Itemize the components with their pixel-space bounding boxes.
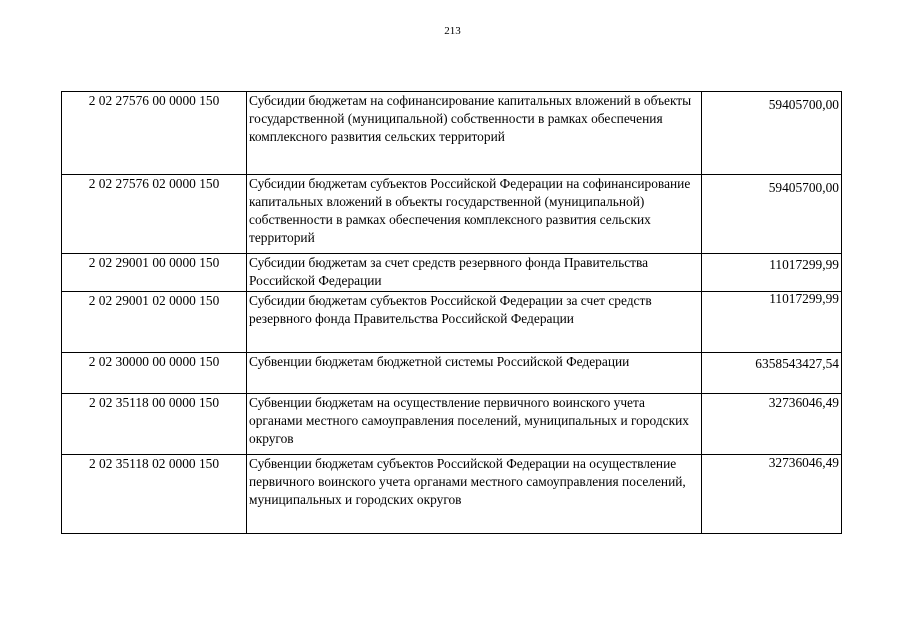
table-row [62, 353, 842, 394]
amount-value: 32736046,49 [768, 395, 839, 410]
amount-value: 59405700,00 [768, 97, 839, 112]
budget-code-cell: 2 02 27576 00 0000 150 [62, 92, 247, 175]
amount-value: 6358543427,54 [755, 356, 839, 371]
table-row [62, 175, 842, 254]
description-cell: Субвенции бюджетам субъектов Российской Федерации на осуществление первичного воинского учета органами местного самоуправления поселений, муниципальных и городских округов [247, 455, 702, 534]
amount-value: 11017299,99 [769, 257, 839, 272]
table-row [62, 254, 842, 292]
budget-code-cell: 2 02 27576 02 0000 150 [62, 175, 247, 254]
page-number: 213 [444, 25, 461, 37]
description-cell: Субсидии бюджетам субъектов Российской Федерации на софинансирование капитальных вложений в объекты государственной (муниципальной) собственности в рамках обеспечения комплексного развития сельских территорий [247, 175, 702, 254]
budget-code-cell: 2 02 29001 00 0000 150 [62, 254, 247, 292]
table-row [62, 92, 842, 175]
description-cell: Субсидии бюджетам за счет средств резервного фонда Правительства Российской Федерации [247, 254, 702, 292]
table-row [62, 455, 842, 534]
budget-code-cell: 2 02 35118 00 0000 150 [62, 394, 247, 455]
amount-cell [702, 92, 842, 175]
amount-value: 59405700,00 [768, 180, 839, 195]
amount-value: 32736046,49 [768, 455, 839, 470]
amount-cell [702, 292, 842, 353]
amount-cell [702, 353, 842, 394]
description-cell: Субсидии бюджетам субъектов Российской Федерации за счет средств резервного фонда Правительства Российской Федерации [247, 292, 702, 353]
amount-cell [702, 394, 842, 455]
amount-cell [702, 175, 842, 254]
description-cell: Субсидии бюджетам на софинансирование капитальных вложений в объекты государственной (муниципальной) собственности в рамках обеспечения комплексного развития сельских территорий [247, 92, 702, 175]
budget-code-cell: 2 02 29001 02 0000 150 [62, 292, 247, 353]
description-cell: Субвенции бюджетам на осуществление первичного воинского учета органами местного самоуправления поселений, муниципальных и городских округов [247, 394, 702, 455]
table-row [62, 292, 842, 353]
amount-cell [702, 455, 842, 534]
description-cell: Субвенции бюджетам бюджетной системы Российской Федерации [247, 353, 702, 394]
budget-revenue-table [61, 91, 842, 534]
amount-cell [702, 254, 842, 292]
budget-code-cell: 2 02 30000 00 0000 150 [62, 353, 247, 394]
table-row [62, 394, 842, 455]
amount-value: 11017299,99 [769, 291, 839, 306]
budget-code-cell: 2 02 35118 02 0000 150 [62, 455, 247, 534]
